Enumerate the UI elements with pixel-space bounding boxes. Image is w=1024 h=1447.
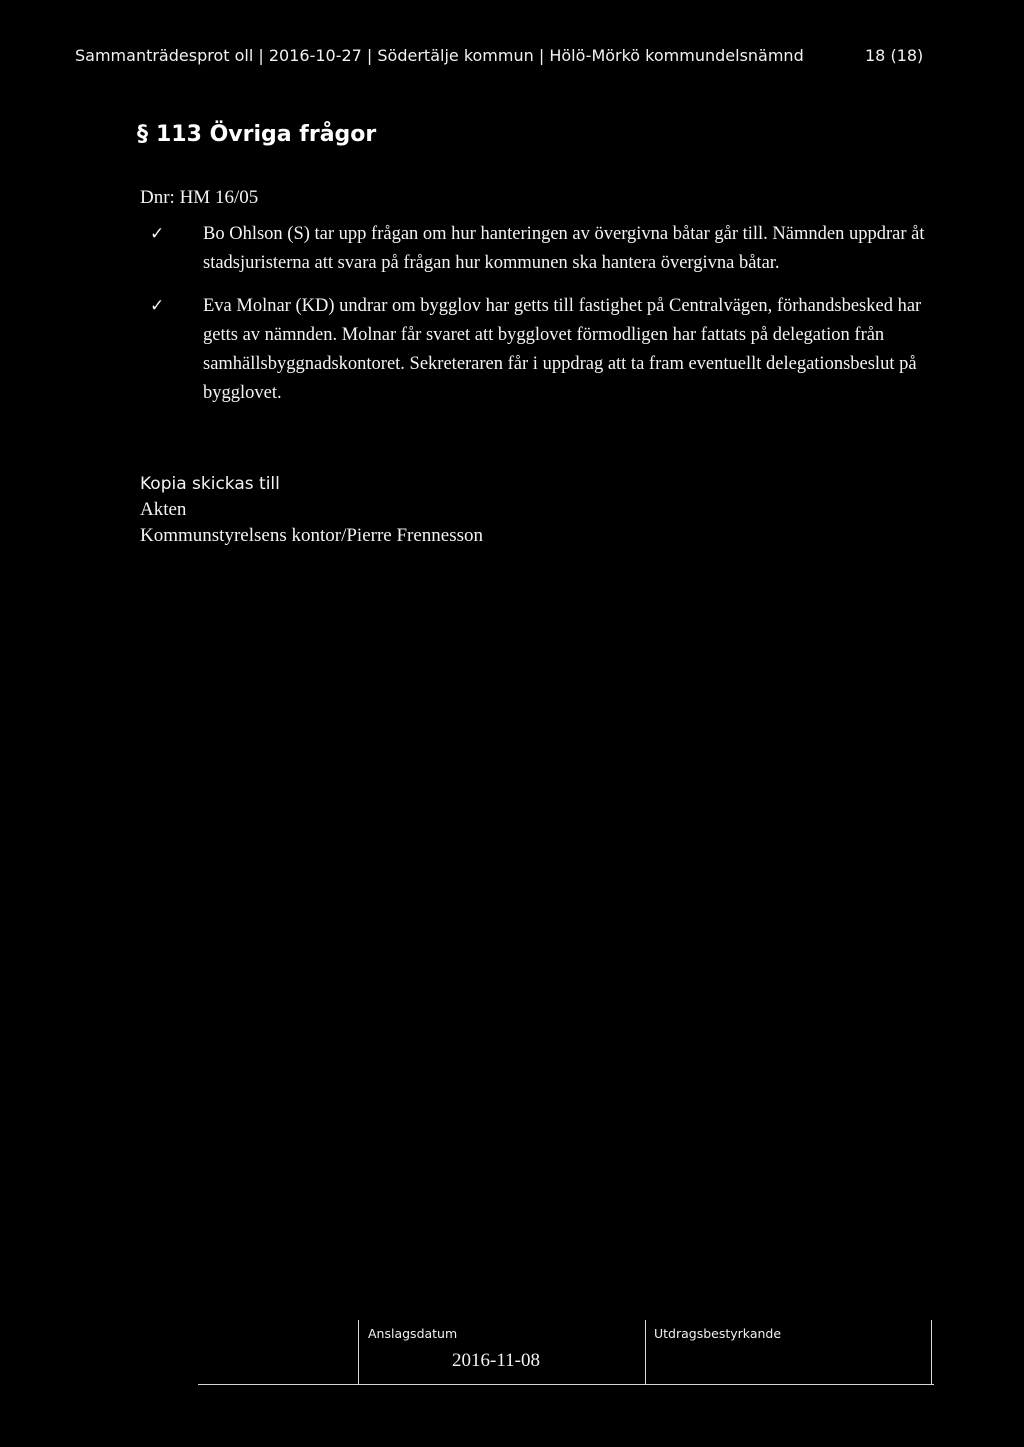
copy-heading: Kopia skickas till <box>140 474 280 494</box>
list-item <box>150 220 940 278</box>
page-header <box>75 46 955 65</box>
case-number: Dnr: HM 16/05 <box>140 187 259 208</box>
posting-date: 2016-11-08 <box>452 1350 540 1371</box>
running-title: Sammanträdesprot oll | 2016-10-27 | Södertälje kommun | Hölö-Mörkö kommundelsnämnd <box>75 46 804 65</box>
section-symbol: § <box>137 122 148 147</box>
divider <box>645 1320 646 1385</box>
recipient: Kommunstyrelsens kontor/Pierre Frennesson <box>140 525 484 546</box>
checkmark-icon: ✓ <box>150 224 165 244</box>
footer-box <box>198 1320 934 1386</box>
checkmark-icon: ✓ <box>150 296 165 316</box>
divider <box>931 1320 932 1385</box>
recipient: Akten <box>140 499 187 520</box>
section-heading <box>137 122 376 147</box>
item-text: Eva Molnar (KD) undrar om bygglov har getts till fastighet på Centralvägen, förhandsbesked har getts av nämnden. Molnar får svaret att bygglovet förmodligen har fattats på delegation från samhällsbyggnadskontoret. Sekreteraren får i uppdrag att ta fram eventuellt delegationsbeslut på bygglovet. <box>203 296 922 403</box>
copy-recipients <box>140 497 483 549</box>
divider <box>198 1384 934 1385</box>
section-title: 113 Övriga frågor <box>156 122 377 147</box>
item-list <box>150 220 940 408</box>
page-number: 18 (18) <box>865 46 924 65</box>
item-text: Bo Ohlson (S) tar upp frågan om hur hanteringen av övergivna båtar går till. Nämnden uppdrar åt stadsjuristerna att svara på frågan hur kommunen ska hantera övergivna båtar. <box>203 224 925 273</box>
divider <box>358 1320 359 1385</box>
extract-certification-label: Utdragsbestyrkande <box>654 1326 782 1341</box>
posting-date-label: Anslagsdatum <box>368 1326 458 1341</box>
list-item <box>150 292 940 408</box>
